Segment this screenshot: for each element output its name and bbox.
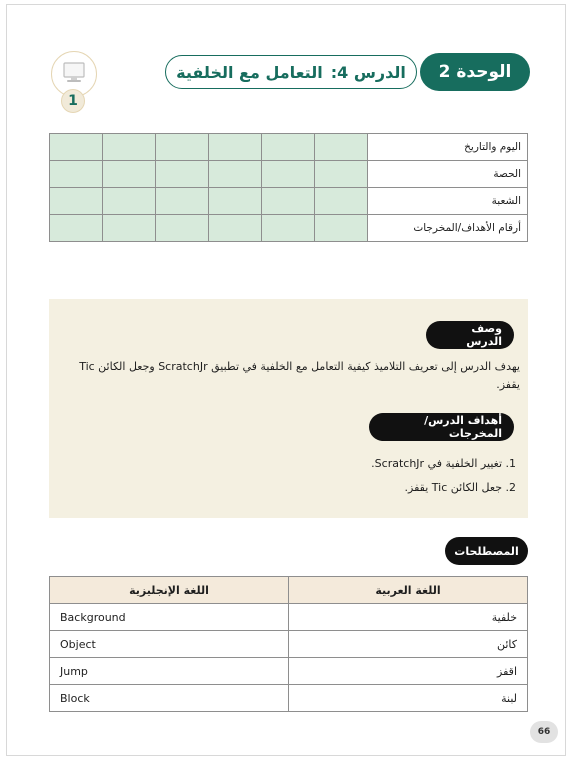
schedule-row-label: الحصة xyxy=(368,161,528,188)
page-number xyxy=(530,721,558,743)
table-row xyxy=(50,215,528,242)
terms-heading xyxy=(445,537,528,565)
term-english: Block xyxy=(50,685,289,712)
term-english: Background xyxy=(50,604,289,631)
table-row xyxy=(50,658,528,685)
table-row xyxy=(50,188,528,215)
schedule-cell[interactable] xyxy=(262,215,315,242)
schedule-cell[interactable] xyxy=(262,188,315,215)
schedule-row-label: أرقام الأهداف/المخرجات xyxy=(368,215,528,242)
lesson-title: التعامل مع الخلفية xyxy=(176,62,323,82)
lesson-title-pill xyxy=(165,55,417,89)
period-number xyxy=(61,89,85,113)
schedule-cell[interactable] xyxy=(262,161,315,188)
schedule-cell[interactable] xyxy=(103,134,156,161)
table-row xyxy=(50,604,528,631)
term-arabic: خلفية xyxy=(289,604,528,631)
period-badge xyxy=(49,51,101,113)
description-heading xyxy=(426,321,514,349)
list-item: 2. جعل الكائن Tic يقفز. xyxy=(404,481,516,494)
schedule-cell[interactable] xyxy=(103,188,156,215)
table-row xyxy=(50,631,528,658)
term-english: Object xyxy=(50,631,289,658)
objectives-list xyxy=(61,452,516,500)
schedule-cell[interactable] xyxy=(156,188,209,215)
page-number-text: 66 xyxy=(537,727,551,737)
list-item: 1. تغيير الخلفية في ScratchJr. xyxy=(371,457,516,470)
column-header-english: اللغة الإنجليزية xyxy=(50,577,289,604)
schedule-cell[interactable] xyxy=(262,134,315,161)
term-arabic: اقفز xyxy=(289,658,528,685)
term-arabic: لبنة xyxy=(289,685,528,712)
schedule-cell[interactable] xyxy=(315,215,368,242)
schedule-cell[interactable] xyxy=(103,161,156,188)
schedule-cell[interactable] xyxy=(315,188,368,215)
schedule-table xyxy=(49,133,528,242)
schedule-cell[interactable] xyxy=(315,161,368,188)
period-number-text: 1 xyxy=(68,93,78,109)
term-english: Jump xyxy=(50,658,289,685)
table-row xyxy=(50,134,528,161)
description-heading-text: وصف الدرس xyxy=(466,322,502,348)
computer-icon xyxy=(62,61,86,85)
schedule-row-label: اليوم والتاريخ xyxy=(368,134,528,161)
schedule-cell[interactable] xyxy=(315,134,368,161)
unit-badge xyxy=(420,53,530,91)
schedule-cell[interactable] xyxy=(156,215,209,242)
lesson-prefix: الدرس 4: xyxy=(330,62,406,82)
description-text: يهدف الدرس إلى تعريف التلاميذ كيفية التعامل مع الخلفية في تطبيق ScratchJr وجعل الكائن Tic يقفز. xyxy=(79,360,520,391)
column-header-arabic: اللغة العربية xyxy=(289,577,528,604)
schedule-cell[interactable] xyxy=(209,161,262,188)
table-header-row xyxy=(50,577,528,604)
schedule-cell[interactable] xyxy=(156,161,209,188)
schedule-cell[interactable] xyxy=(50,161,103,188)
objectives-heading-text: أهداف الدرس/المخرجات xyxy=(424,414,502,440)
schedule-row-label: الشعبة xyxy=(368,188,528,215)
schedule-cell[interactable] xyxy=(50,134,103,161)
lesson-description-box xyxy=(49,299,528,518)
schedule-cell[interactable] xyxy=(209,188,262,215)
table-row xyxy=(50,685,528,712)
schedule-cell[interactable] xyxy=(103,215,156,242)
objectives-heading xyxy=(369,413,514,441)
schedule-cell[interactable] xyxy=(50,215,103,242)
terms-heading-text: المصطلحات xyxy=(454,544,519,558)
unit-label: الوحدة 2 xyxy=(438,62,512,82)
table-row xyxy=(50,161,528,188)
schedule-cell[interactable] xyxy=(209,215,262,242)
term-arabic: كائن xyxy=(289,631,528,658)
terms-table xyxy=(49,576,528,712)
schedule-cell[interactable] xyxy=(209,134,262,161)
schedule-cell[interactable] xyxy=(156,134,209,161)
schedule-cell[interactable] xyxy=(50,188,103,215)
